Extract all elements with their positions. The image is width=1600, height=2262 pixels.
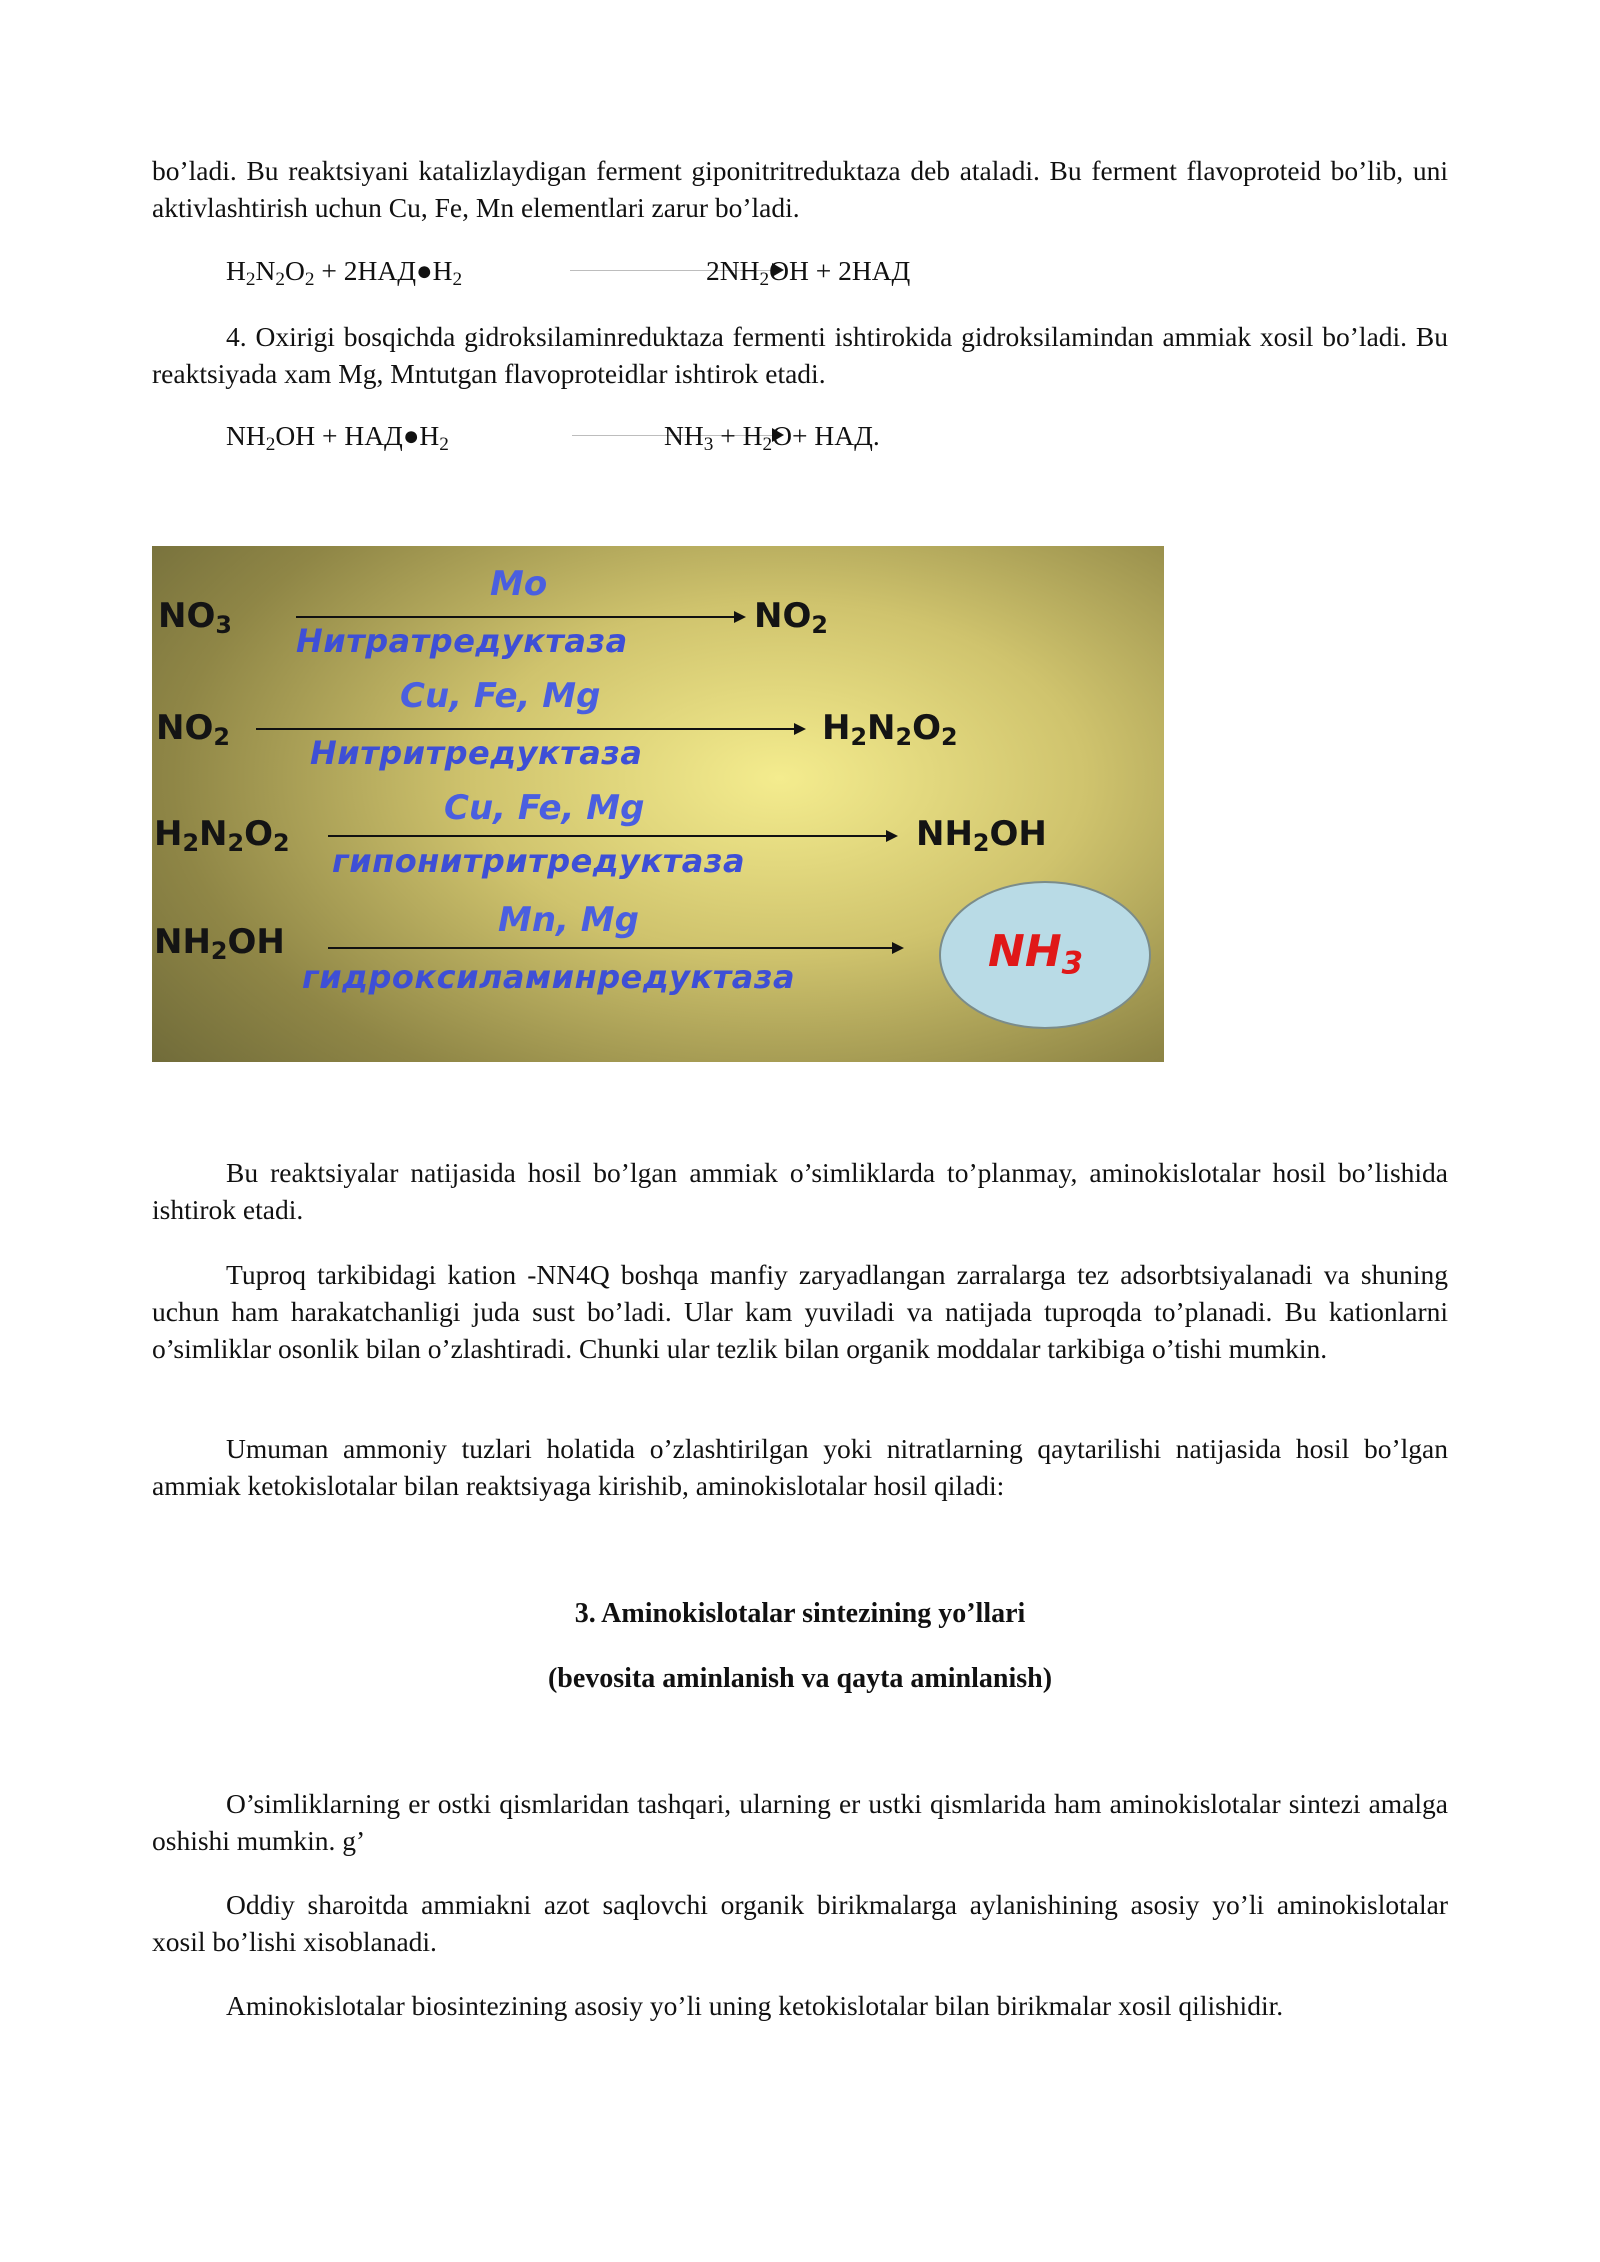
diagram-row4-enzyme: гидроксиламинредуктаза	[302, 958, 796, 996]
section-subheading: (bevosita aminlanish va qayta aminlanish)	[547, 1663, 1053, 1694]
diagram-row3-enzyme: гипонитритредуктаза	[332, 842, 746, 880]
paragraph-above-ground-synthesis: O’simliklarning er ostki qismlaridan tashqari, ularning er ustki qismlarida ham aminokislotalar sintezi amalga oshishi mumkin. g’	[152, 1788, 1448, 1856]
diagram-row2-reactant: $NO_2$	[156, 708, 230, 751]
diagram-row1-enzyme: Нитратредуктаза	[296, 622, 628, 660]
paragraph-main-pathway: Oddiy sharoitda ammiakni azot saqlovchi organik birikmalarga aylanishining asosiy yo’li aminokislotalar xosil bo’lishi xisoblanadi.	[152, 1889, 1448, 1957]
paragraph-biosynthesis: Aminokislotalar biosintezining asosiy yo’li uning ketokislotalar bilan birikmalar xosil qilishidir.	[226, 1990, 1284, 2021]
paragraph-giponitritreduktaza: bo’ladi. Bu reaktsiyani katalizlaydigan ferment giponitritreduktaza deb ataladi. Bu ferment flavoproteid bo’lib, uni aktivlashtirish uchun Cu, Fe, Mn elementlari zarur bo’ladi.	[152, 155, 1448, 223]
diagram-row1-product: $NO_2$	[754, 596, 828, 639]
nitrate-reduction-diagram	[152, 546, 1164, 1062]
diagram-row2-product: $H_2N_2O_2$	[822, 708, 958, 751]
diagram-row4-reactant: $NH_2OH$	[154, 922, 285, 965]
diagram-row3-arrow	[328, 835, 888, 837]
equation-2-left: $NH_2OH$ + $НАД●H_2$	[226, 420, 449, 455]
diagram-row3-element: Cu, Fe, Mg	[444, 788, 645, 828]
equation-1-right: $2NH_2OH + 2НАД$	[706, 255, 911, 290]
diagram-row4-element: Mn, Mg	[498, 900, 639, 940]
diagram-row2-element: Cu, Fe, Mg	[400, 676, 601, 716]
diagram-row1-reactant: $NO_3$	[158, 596, 232, 639]
diagram-row1-arrow-head	[734, 611, 746, 623]
diagram-row1-element: Mo	[490, 564, 548, 604]
diagram-row4-arrow	[328, 947, 894, 949]
diagram-row2-enzyme: Нитритредуктаза	[310, 734, 643, 772]
paragraph-ammonia-result: Bu reaktsiyalar natijasida hosil bo’lgan ammiak o’simliklarda to’planmay, aminokislotalar hosil bo’lishida ishtirok etadi.	[152, 1157, 1448, 1225]
diagram-row3-product: $NH_2OH$	[916, 814, 1047, 857]
diagram-row3-arrow-head	[886, 830, 898, 842]
diagram-row1-arrow	[296, 616, 736, 618]
diagram-row4-arrow-head	[892, 942, 904, 954]
paragraph-step-4: 4. Oxirigi bosqichda gidroksilaminreduktaza fermenti ishtirokida gidroksilamindan ammiak xosil bo’ladi. Bu reaktsiyada xam Mg, Mntutgan flavoproteidlar ishtirok etadi.	[152, 321, 1448, 389]
diagram-row3-reactant: $H_2N_2O_2$	[154, 814, 290, 857]
diagram-row2-arrow	[256, 728, 796, 730]
equation-2-right: $NH_3 + H_2O+$ НАД.	[664, 420, 880, 455]
ammonia-product-label: $NH_3$	[988, 926, 1084, 982]
diagram-row2-arrow-head	[794, 723, 806, 735]
section-heading: 3. Aminokislotalar sintezining yo’llari	[574, 1598, 1026, 1629]
equation-1-left: $H_2N_2O_2$ + $2НАД●H_2$	[226, 255, 463, 290]
paragraph-ammonium-salts: Umuman ammoniy tuzlari holatida o’zlashtirilgan yoki nitratlarning qaytarilishi natijasida hosil bo’lgan ammiak ketokislotalar bilan reaktsiyaga kirishib, aminokislotalar hosil qiladi:	[152, 1433, 1448, 1501]
paragraph-soil-cation: Tuproq tarkibidagi kation -NN4Q boshqa manfiy zaryadlangan zarralarga tez adsorbtsiyalanadi va shuning uchun ham harakatchanligi juda sust bo’ladi. Ular kam yuviladi va natijada tuproqda to’planadi. Bu kationlarni o’simliklar osonlik bilan o’zlashtiradi. Chunki ular tezlik bilan organik moddalar tarkibiga o’tishi mumkin.	[152, 1259, 1448, 1364]
